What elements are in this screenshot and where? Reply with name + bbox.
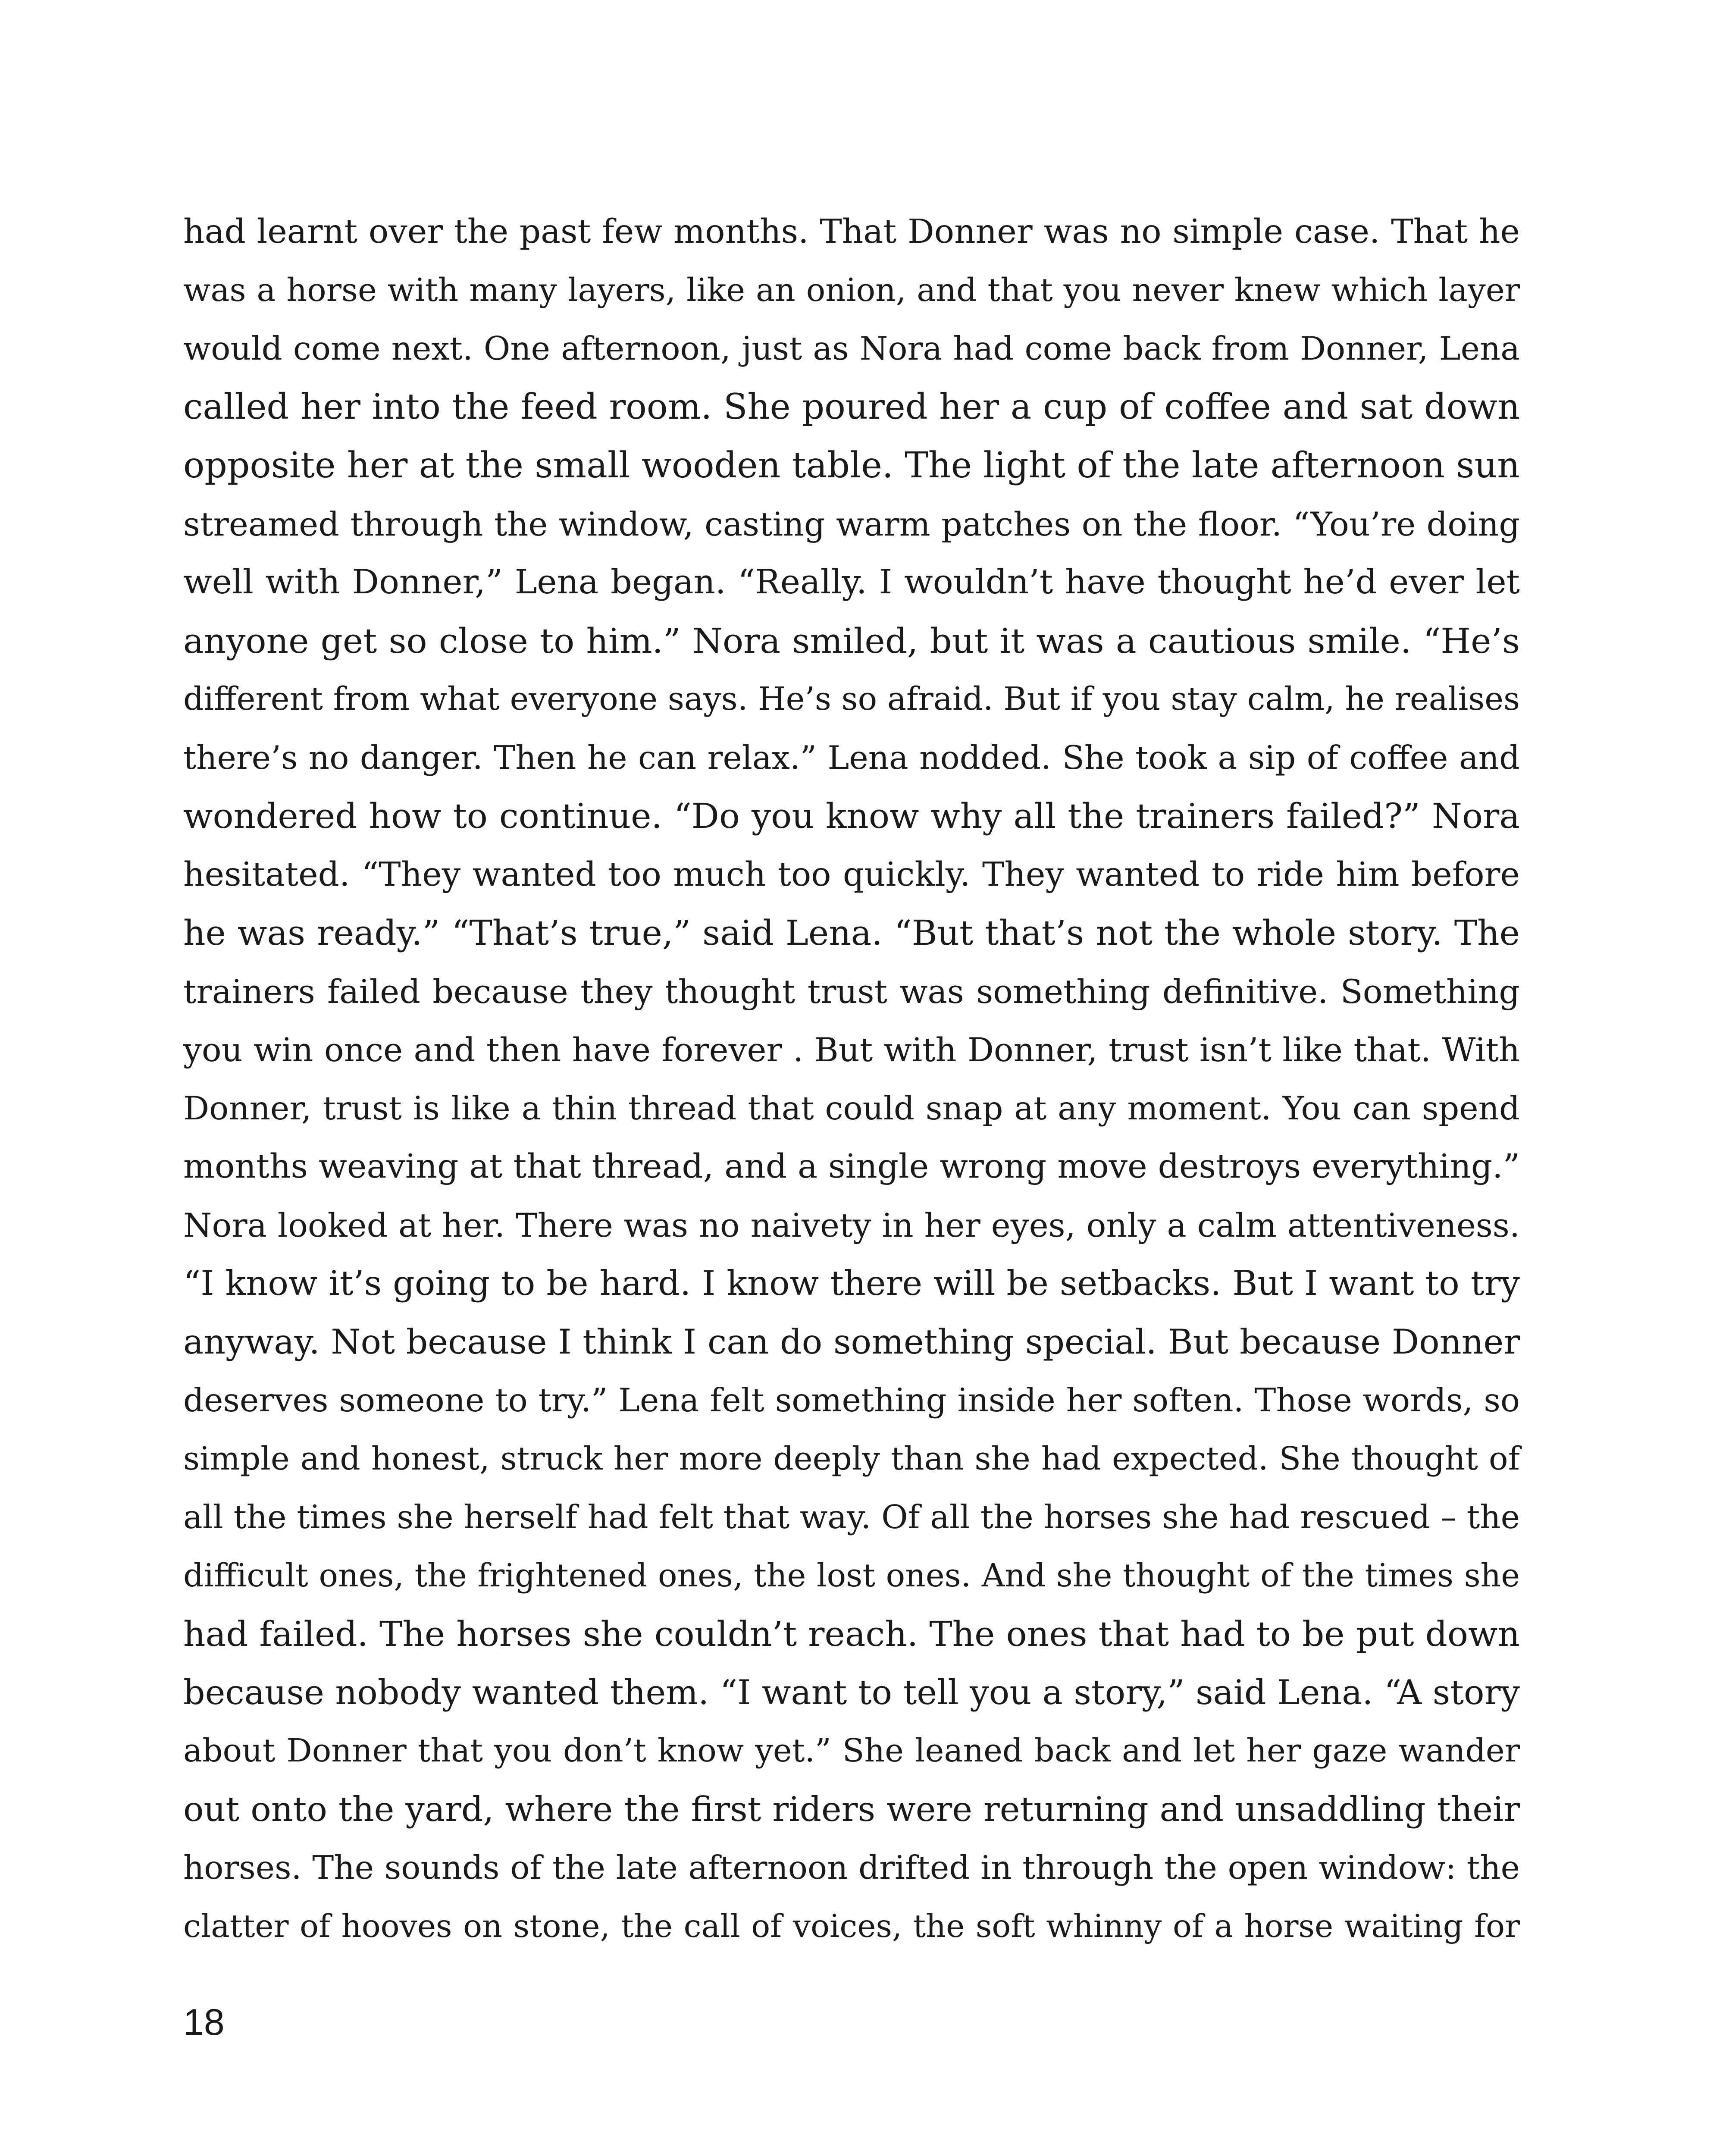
text-line: all the times she herself had felt that way. Of all the horses she had rescued – the xyxy=(183,1498,1520,1536)
text-line: well with Donner,” Lena began. “Really. I wouldn’t have thought he’d ever let xyxy=(183,563,1520,602)
text-line: there’s no danger. Then he can relax.” Lena nodded. She took a sip of coffee and xyxy=(183,738,1520,777)
text-line: anyone get so close to him.” Nora smiled, but it was a cautious smile. “He’s xyxy=(183,620,1520,661)
text-line: anyway. Not because I think I can do something special. But because Donner xyxy=(183,1322,1520,1362)
text-line: different from what everyone says. He’s so afraid. But if you stay calm, he realises xyxy=(183,680,1520,718)
text-line: about Donner that you don’t know yet.” She leaned back and let her gaze wander xyxy=(183,1732,1520,1769)
text-line: simple and honest, struck her more deeply than she had expected. She thought of xyxy=(183,1440,1520,1477)
text-line: he was ready.” “That’s true,” said Lena. “But that’s not the whole story. The xyxy=(183,913,1520,953)
text-line: “I know it’s going to be hard. I know there will be setbacks. But I want to try xyxy=(183,1263,1520,1303)
text-line: Donner, trust is like a thin thread that could snap at any moment. You can spend xyxy=(183,1089,1520,1127)
text-line: would come next. One afternoon, just as Nora had come back from Donner, Lena xyxy=(183,329,1520,367)
text-line: had learnt over the past few months. That Donner was no simple case. That he xyxy=(183,213,1520,251)
text-line: Nora looked at her. There was no naivety in her eyes, only a calm attentiveness. xyxy=(183,1206,1520,1244)
body-text xyxy=(183,203,1520,1955)
text-line: months weaving at that thread, and a single wrong move destroys everything.” xyxy=(183,1147,1520,1186)
text-line: called her into the feed room. She poured her a cup of coffee and sat down xyxy=(183,386,1520,427)
text-line: streamed through the window, casting warm patches on the floor. “You’re doing xyxy=(183,505,1520,543)
text-line: opposite her at the small wooden table. The light of the late afternoon sun xyxy=(183,445,1520,486)
text-line: horses. The sounds of the late afternoon drifted in through the open window: the xyxy=(183,1849,1520,1887)
text-line: had failed. The horses she couldn’t reach. The ones that had to be put down xyxy=(183,1614,1520,1654)
page-number: 18 xyxy=(183,2002,225,2043)
text-line: trainers failed because they thought trust was something definitive. Something xyxy=(183,972,1520,1011)
text-line: hesitated. “They wanted too much too quickly. They wanted to ride him before xyxy=(183,855,1520,894)
text-line: out onto the yard, where the first riders were returning and unsaddling their xyxy=(183,1789,1520,1829)
text-line: because nobody wanted them. “I want to tell you a story,” said Lena. “A story xyxy=(183,1672,1520,1712)
text-line: difficult ones, the frightened ones, the lost ones. And she thought of the times she xyxy=(183,1557,1520,1594)
text-line: was a horse with many layers, like an onion, and that you never knew which layer xyxy=(183,271,1520,309)
text-line: wondered how to continue. “Do you know why all the trainers failed?” Nora xyxy=(183,796,1520,836)
text-line: deserves someone to try.” Lena felt something inside her soften. Those words, so xyxy=(183,1381,1520,1419)
text-line: you win once and then have forever . But with Donner, trust isn’t like that. With xyxy=(183,1031,1520,1069)
text-line: clatter of hooves on stone, the call of voices, the soft whinny of a horse waiting for xyxy=(183,1908,1520,1945)
